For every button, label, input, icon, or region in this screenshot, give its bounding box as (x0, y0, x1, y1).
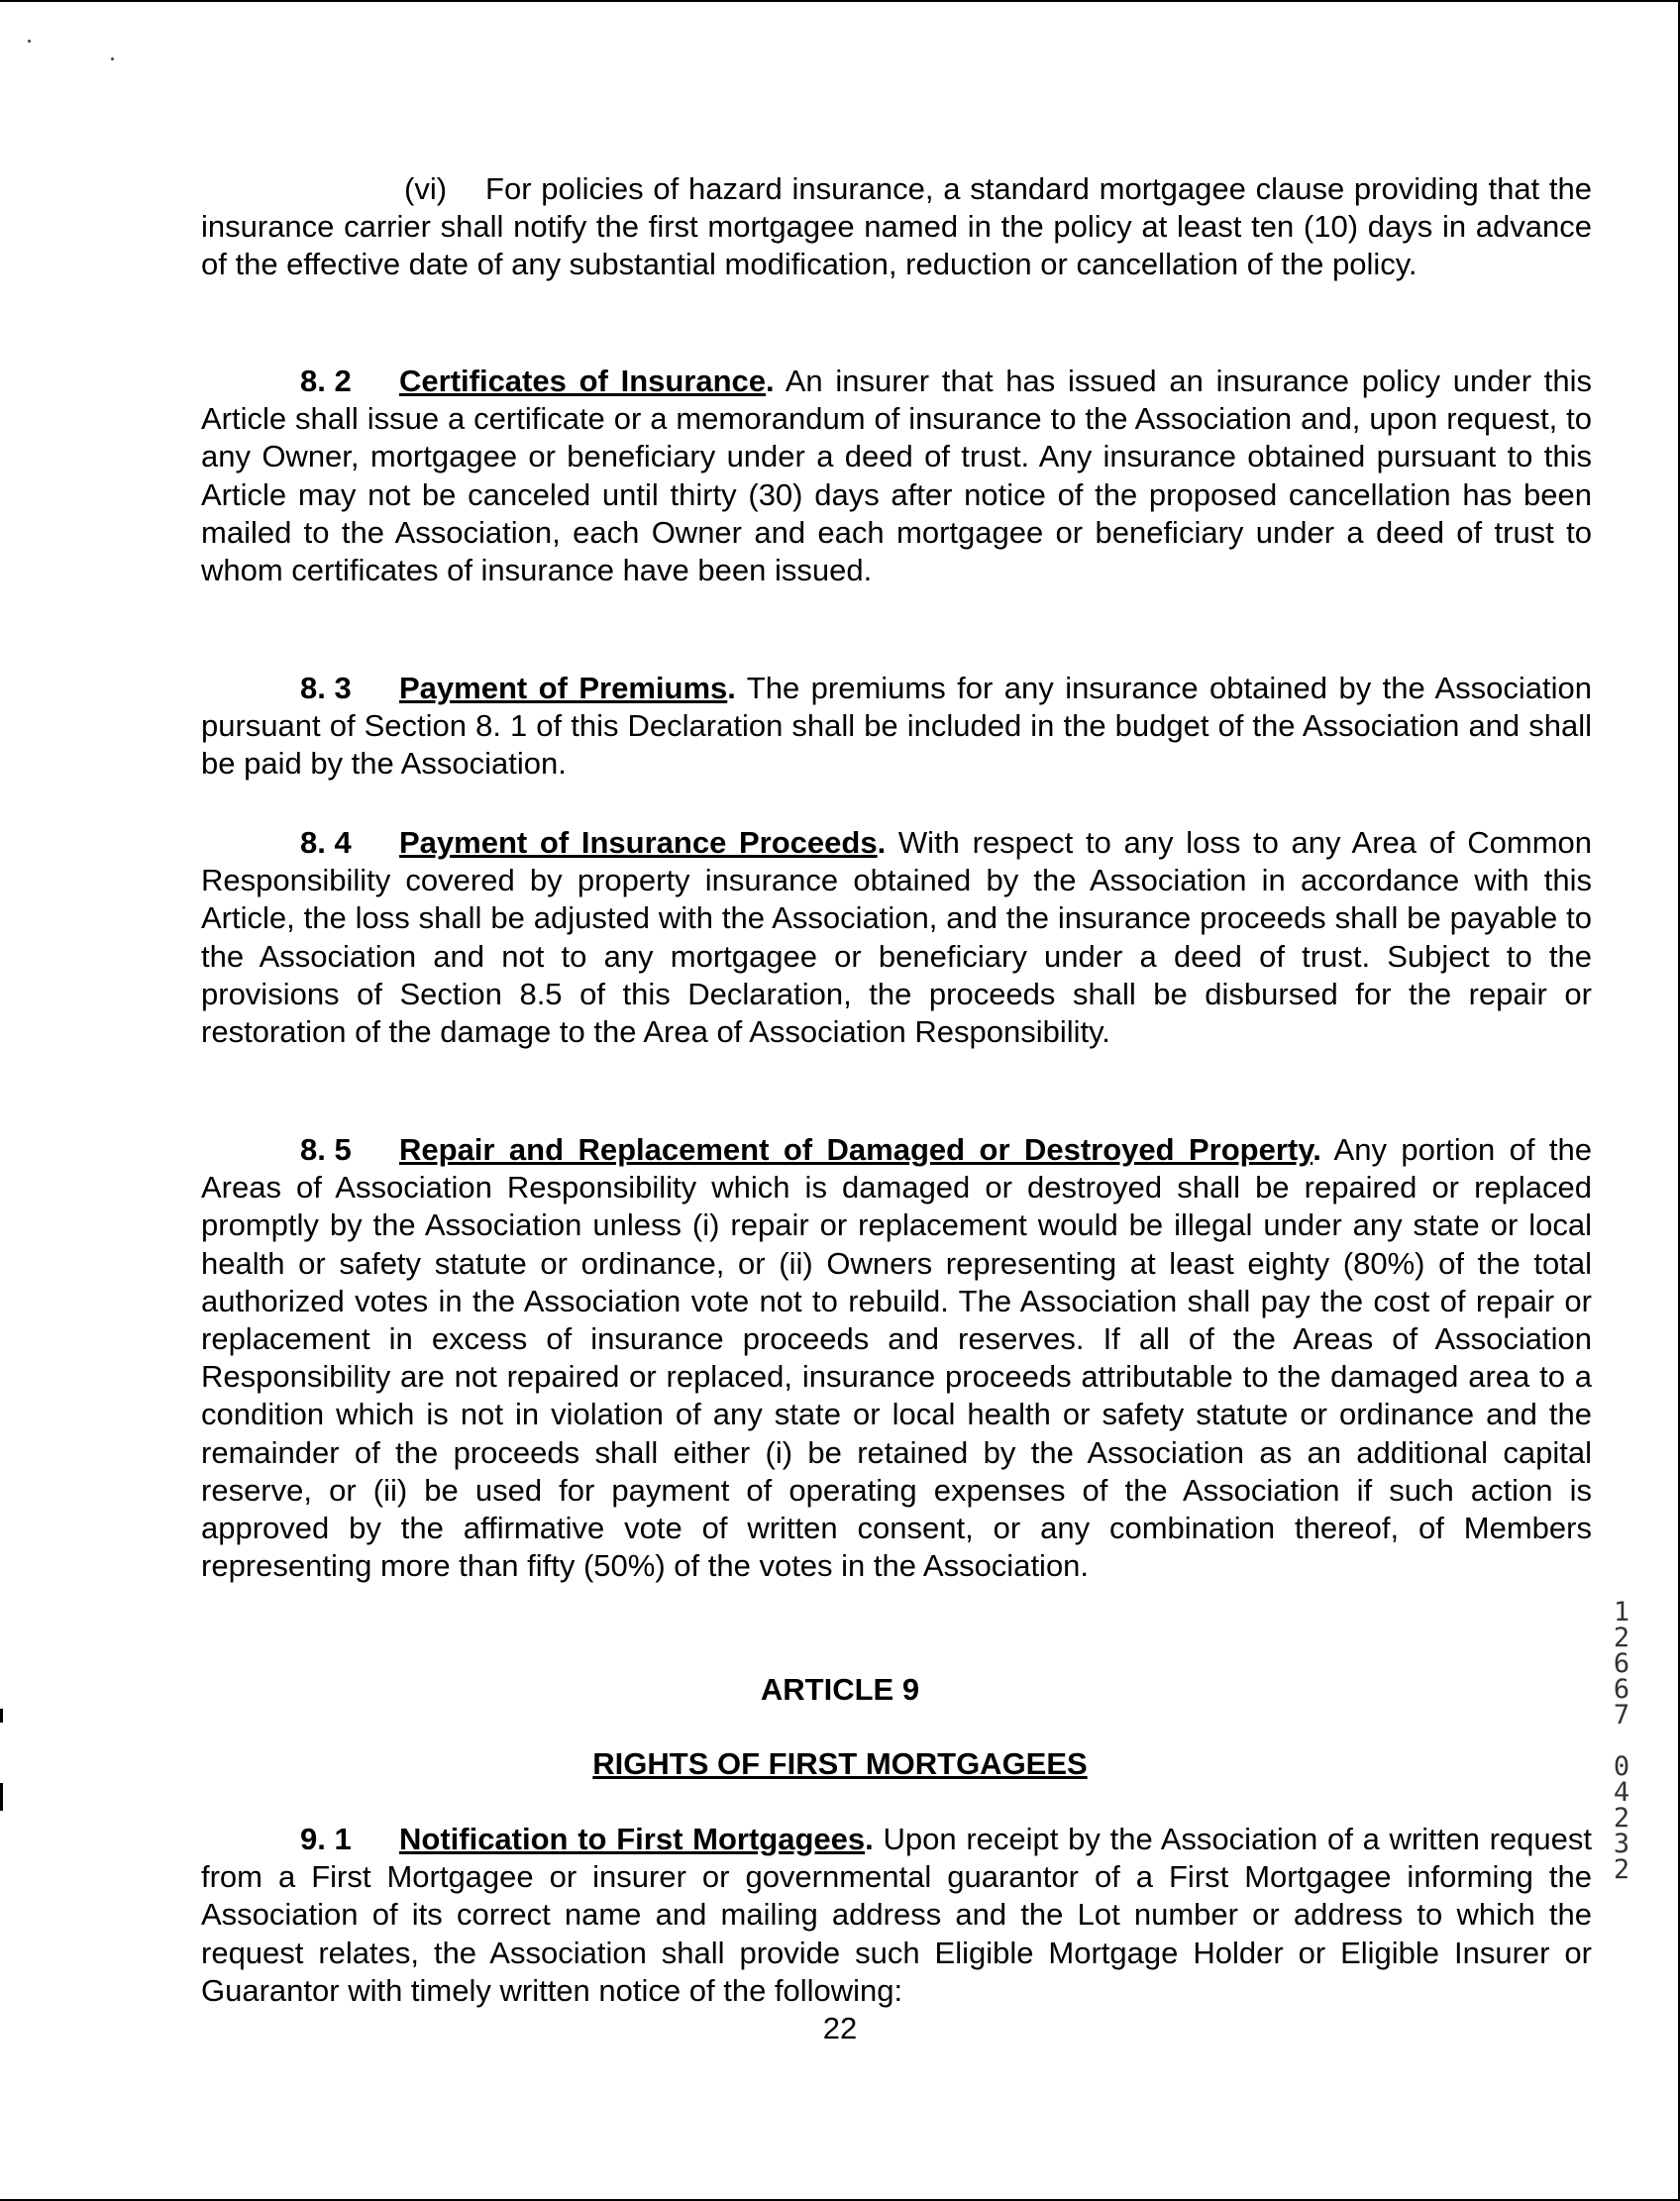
recording-number (1607, 1597, 1636, 1885)
section-number: 8. 3 (300, 671, 352, 705)
article-title-text: RIGHTS OF FIRST MORTGAGEES (592, 1746, 1088, 1781)
scan-speck (28, 40, 31, 43)
section-number: 8. 4 (300, 825, 352, 860)
section-title: Notification to First Mortgagees (399, 1822, 866, 1856)
section-title: Certificates of Insurance (399, 364, 767, 398)
section-number: 8. 2 (300, 364, 352, 398)
recording-digit: 3 (1613, 1829, 1630, 1859)
recording-digit: 1 (1613, 1597, 1630, 1627)
recording-digit: 2 (1613, 1623, 1630, 1653)
page-number: 22 (822, 2011, 858, 2045)
section-number: 9. 1 (300, 1822, 352, 1856)
section-title: Payment of Premiums (399, 671, 728, 705)
scan-mark (0, 1783, 3, 1811)
section-title: Payment of Insurance Proceeds (399, 825, 878, 860)
paragraph-marker: (vi) (404, 171, 448, 206)
section-9-1: 9. 1 Notification to First Mortgagees. Upon receipt by the Association of a written request from a First Mortgagee or insurer or governmental guarantor of a First Mortgagee informing the Association of its correct name and mailing address and the Lot number or address to which the request relates, the Association shall provide such Eligible Mortgage Holder or Eligible Insurer or Guarantor with timely written notice of the following: (201, 1822, 1592, 2008)
recording-digit: 4 (1613, 1777, 1630, 1808)
section-title: Repair and Replacement of Damaged or Destroyed Property (399, 1132, 1313, 1167)
recording-digit: 2 (1613, 1803, 1630, 1834)
article-title (0, 1746, 1680, 1782)
scan-speck (111, 57, 114, 60)
recording-digit: 7 (1613, 1700, 1630, 1730)
section-8-4: 8. 4 Payment of Insurance Proceeds. With respect to any loss to any Area of Common Responsibility covered by property insurance obtained by the Association in accordance with this Article, the loss shall be adjusted with the Association, and the insurance proceeds shall be payable to the Association and not to any mortgagee or beneficiary under a deed of trust. Subject to the provisions of Section 8.5 of this Declaration, the proceeds shall be disbursed for the repair or restoration of the damage to the Area of Association Responsibility. (201, 825, 1592, 1050)
scan-border-top (0, 0, 1680, 2)
scan-mark (0, 1709, 3, 1723)
section-text: Upon receipt by the Association of a written request from a First Mortgagee or insurer or governmental guarantor of a First Mortgagee informing the Association of its correct name and mailing address and the Lot number or address to which the request relates, the Association shall provide such Eligible Mortgage Holder or Eligible Insurer or Guarantor with timely written notice of the following: (201, 1822, 1592, 2008)
section-8-5: 8. 5 Repair and Replacement of Damaged or Destroyed Property. Any portion of the Areas of Association Responsibility which is damaged or destroyed shall be repaired or replaced promptly by the Association unless (i) repair or replacement would be illegal under any state or local health or safety statute or ordinance, or (ii) Owners representing at least eighty (80%) of the total authorized votes in the Association vote not to rebuild. The Association shall pay the cost of repair or replacement in excess of insurance proceeds and reserves. If all of the Areas of Association Responsibility are not repaired or replaced, insurance proceeds attributable to the damaged area to a condition which is not in violation of any state or local health or safety statute or ordinance and the remainder of the proceeds shall either (i) be retained by the Association as an additional capital reserve, or (ii) be used for payment of operating expenses of the Association if such action is approved by the affirmative vote of written consent, or any combination thereof, of Members representing more than fifty (50%) of the votes in the Association. (201, 1132, 1592, 1584)
recording-digit: 6 (1613, 1674, 1630, 1705)
section-8-2: 8. 2 Certificates of Insurance. An insurer that has issued an insurance policy under this Article shall issue a certificate or a memorandum of insurance to the Association and, upon request, to any Owner, mortgagee or beneficiary under a deed of trust. Any insurance obtained pursuant to this Article may not be canceled until thirty (30) days after notice of the proposed cancellation has been mailed to the Association, each Owner and each mortgagee or beneficiary under a deed of trust to whom certificates of insurance have been issued. (201, 364, 1592, 588)
paragraph-vi (201, 170, 1592, 284)
section-text: An insurer that has issued an insurance policy under this Article shall issue a certificate or a memorandum of insurance to the Association and, upon request, to any Owner, mortgagee or beneficiary under a deed of trust. Any insurance obtained pursuant to this Article may not be canceled until thirty (30) days after notice of the proposed cancellation has been mailed to the Association, each Owner and each mortgagee or beneficiary under a deed of trust to whom certificates of insurance have been issued. (201, 364, 1592, 588)
section-text: With respect to any loss to any Area of Common Responsibility covered by property insurance obtained by the Association in accordance with this Article, the loss shall be adjusted with the Association, and the insurance proceeds shall be payable to the Association and not to any mortgagee or beneficiary under a deed of trust. Subject to the provisions of Section 8.5 of this Declaration, the proceeds shall be disbursed for the repair or restoration of the damage to the Area of Association Responsibility. (201, 825, 1592, 1050)
section-text: Any portion of the Areas of Association Responsibility which is damaged or destroyed shall be repaired or replaced promptly by the Association unless (i) repair or replacement would be illegal under any state or local health or safety statute or ordinance, or (ii) Owners representing at least eighty (80%) of the total authorized votes in the Association vote not to rebuild. The Association shall pay the cost of repair or replacement in excess of insurance proceeds and reserves. If all of the Areas of Association Responsibility are not repaired or replaced, insurance proceeds attributable to the damaged area to a condition which is not in violation of any state or local health or safety statute or ordinance and the remainder of the proceeds shall either (i) be retained by the Association as an additional capital reserve, or (ii) be used for payment of operating expenses of the Association if such action is approved by the affirmative vote of written consent, or any combination thereof, of Members representing more than fifty (50%) of the votes in the Association. (201, 1132, 1592, 1584)
recording-digit: 6 (1613, 1648, 1630, 1679)
recording-digit: 0 (1613, 1751, 1630, 1782)
paragraph-text: For policies of hazard insurance, a standard mortgagee clause providing that the insurance carrier shall notify the first mortgagee named in the policy at least ten (10) days in advance of the effective date of any substantial modification, reduction or cancellation of the policy. (201, 171, 1593, 282)
recording-digit: 2 (1613, 1854, 1630, 1885)
section-8-3: 8. 3 Payment of Premiums. The premiums for any insurance obtained by the Association pursuant of Section 8. 1 of this Declaration shall be included in the budget of the Association and shall be paid by the Association. (201, 671, 1592, 782)
article-heading: ARTICLE 9 (760, 1672, 920, 1707)
section-number: 8. 5 (300, 1132, 352, 1167)
section-text: The premiums for any insurance obtained by the Association pursuant of Section 8. 1 of this Declaration shall be included in the budget of the Association and shall be paid by the Association. (201, 671, 1592, 782)
